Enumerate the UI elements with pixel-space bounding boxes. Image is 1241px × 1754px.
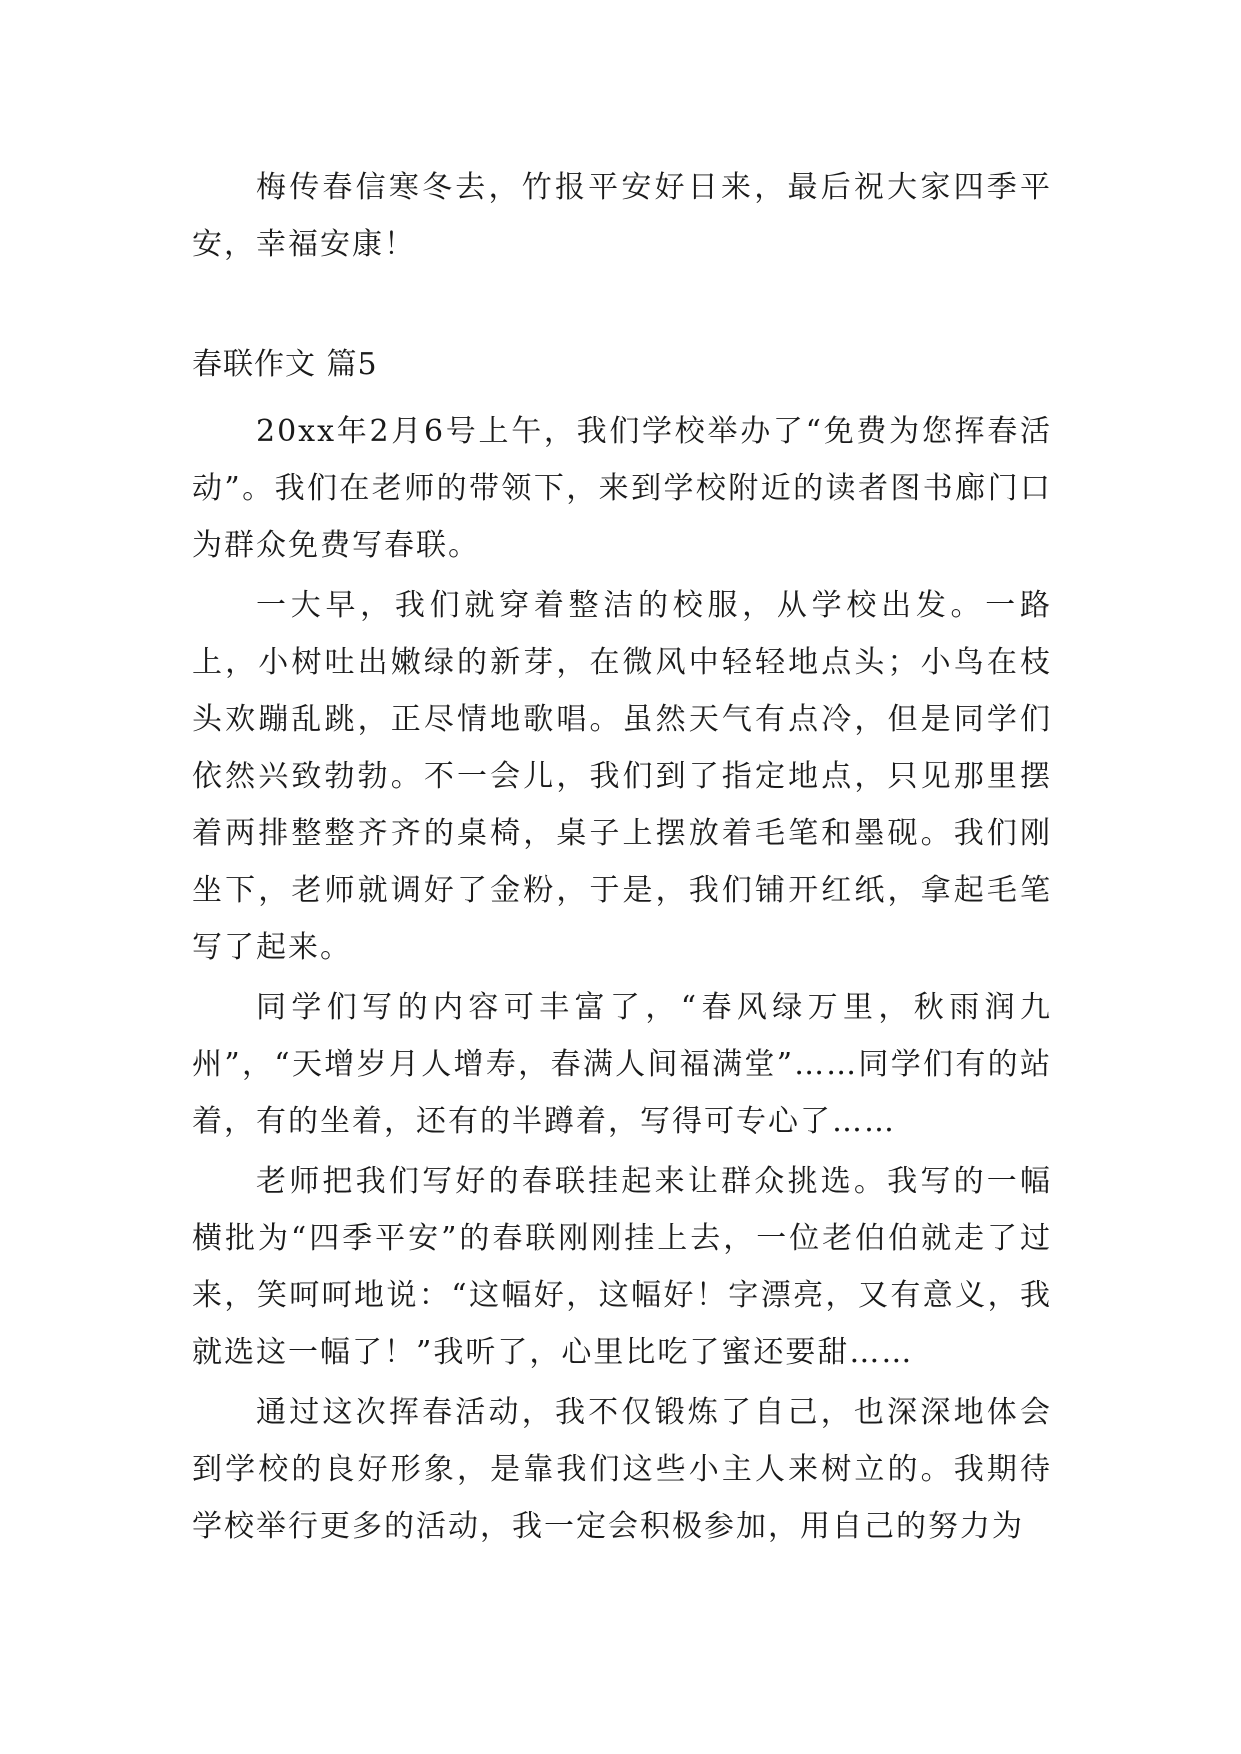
paragraph-5: 通过这次挥春活动，我不仅锻炼了自己，也深深地体会到学校的良好形象，是靠我们这些小主人来树立的。我期待学校举行更多的活动，我一定会积极参加，用自己的努力为 (192, 1395, 1052, 1544)
closing-paragraph: 梅传春信寒冬去，竹报平安好日来，最后祝大家四季平安，幸福安康！ (192, 170, 1052, 262)
essay-section (192, 336, 1052, 1555)
closing-section (192, 159, 1052, 273)
paragraph-3: 同学们写的内容可丰富了，“春风绿万里，秋雨润九州”，“天增岁月人增寿，春满人间福满堂”……同学们有的站着，有的坐着，还有的半蹲着，写得可专心了…… (192, 990, 1052, 1139)
paragraph-1: 20xx年2月6号上午，我们学校举办了“免费为您挥春活动”。我们在老师的带领下，来到学校附近的读者图书廊门口为群众免费写春联。 (192, 414, 1052, 563)
section-heading: 春联作文 篇5 (192, 347, 378, 382)
paragraph-4: 老师把我们写好的春联挂起来让群众挑选。我写的一幅横批为“四季平安”的春联刚刚挂上去，一位老伯伯就走了过来，笑呵呵地说：“这幅好，这幅好！字漂亮，又有意义，我就选这一幅了！”我听了，心里比吃了蜜还要甜…… (192, 1164, 1052, 1370)
paragraph-2: 一大早，我们就穿着整洁的校服，从学校出发。一路上，小树吐出嫩绿的新芽，在微风中轻轻地点头；小鸟在枝头欢蹦乱跳，正尽情地歌唱。虽然天气有点冷，但是同学们依然兴致勃勃。不一会儿，我们到了指定地点，只见那里摆着两排整整齐齐的桌椅，桌子上摆放着毛笔和墨砚。我们刚坐下，老师就调好了金粉，于是，我们铺开红纸，拿起毛笔写了起来。 (192, 588, 1052, 965)
